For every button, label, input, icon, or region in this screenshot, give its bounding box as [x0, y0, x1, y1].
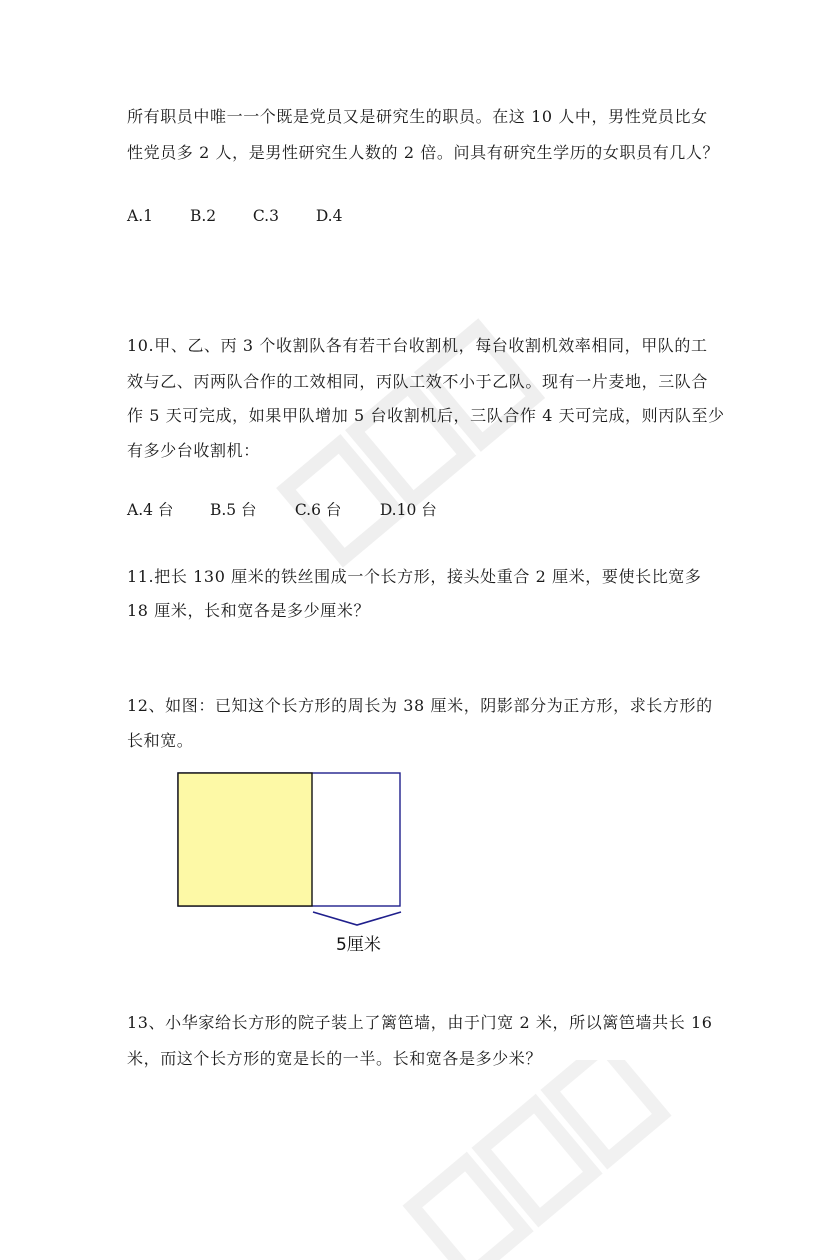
q10-option-c: C.6 台 [294, 501, 342, 519]
q9-text-line1: 所有职员中唯一一个既是党员又是研究生的职员。在这 10 人中，男性党员比女 [127, 107, 708, 126]
q9-option-c: C.3 [252, 207, 279, 225]
q9-text-line2: 性党员多 2 人，是男性研究生人数的 2 倍。问具有研究生学历的女职员有几人？ [127, 143, 720, 162]
q10-text-line2: 效与乙、丙两队合作的工效相同，丙队工效不小于乙队。现有一片麦地，三队合 [127, 372, 709, 391]
brace-5cm [313, 912, 401, 925]
q9-options [127, 206, 342, 226]
q9-option-d: D.4 [315, 207, 343, 225]
q13-text-line1: 13、小华家给长方形的院子装上了篱笆墙，由于门宽 2 米，所以篱笆墙共长 16 [127, 1013, 713, 1032]
q10-text-line1: 10.甲、乙、丙 3 个收割队各有若干台收割机，每台收割机效率相同，甲队的工 [127, 336, 708, 355]
q11-text-line2: 18 厘米，长和宽各是多少厘米？ [127, 601, 371, 620]
q9-option-a: A.1 [127, 207, 153, 225]
q13-text-line2: 米，而这个长方形的宽是长的一半。长和宽各是多少米？ [127, 1049, 543, 1068]
q10-text-line4: 有多少台收割机： [127, 441, 260, 460]
shaded-square [178, 773, 312, 906]
rectangle-figure [170, 765, 420, 965]
q10-options [127, 500, 437, 520]
q10-option-a: A.4 台 [127, 501, 174, 519]
q10-option-b: B.5 台 [209, 501, 257, 519]
watermark-bottom [380, 1060, 680, 1260]
q12-text-line1: 12、如图：已知这个长方形的周长为 38 厘米，阴影部分为正方形，求长方形的 [127, 696, 713, 715]
q10-option-d: D.10 台 [379, 501, 437, 519]
q10-text-line3: 作 5 天可完成，如果甲队增加 5 台收割机后，三队合作 4 天可完成，则丙队至少 [127, 406, 725, 425]
figure-label-5cm: 5厘米 [336, 935, 381, 955]
q11-text-line1: 11.把长 130 厘米的铁丝围成一个长方形，接头处重合 2 厘米，要使长比宽多 [127, 567, 702, 586]
q12-text-line2: 长和宽。 [127, 731, 194, 750]
q9-option-b: B.2 [189, 207, 217, 225]
